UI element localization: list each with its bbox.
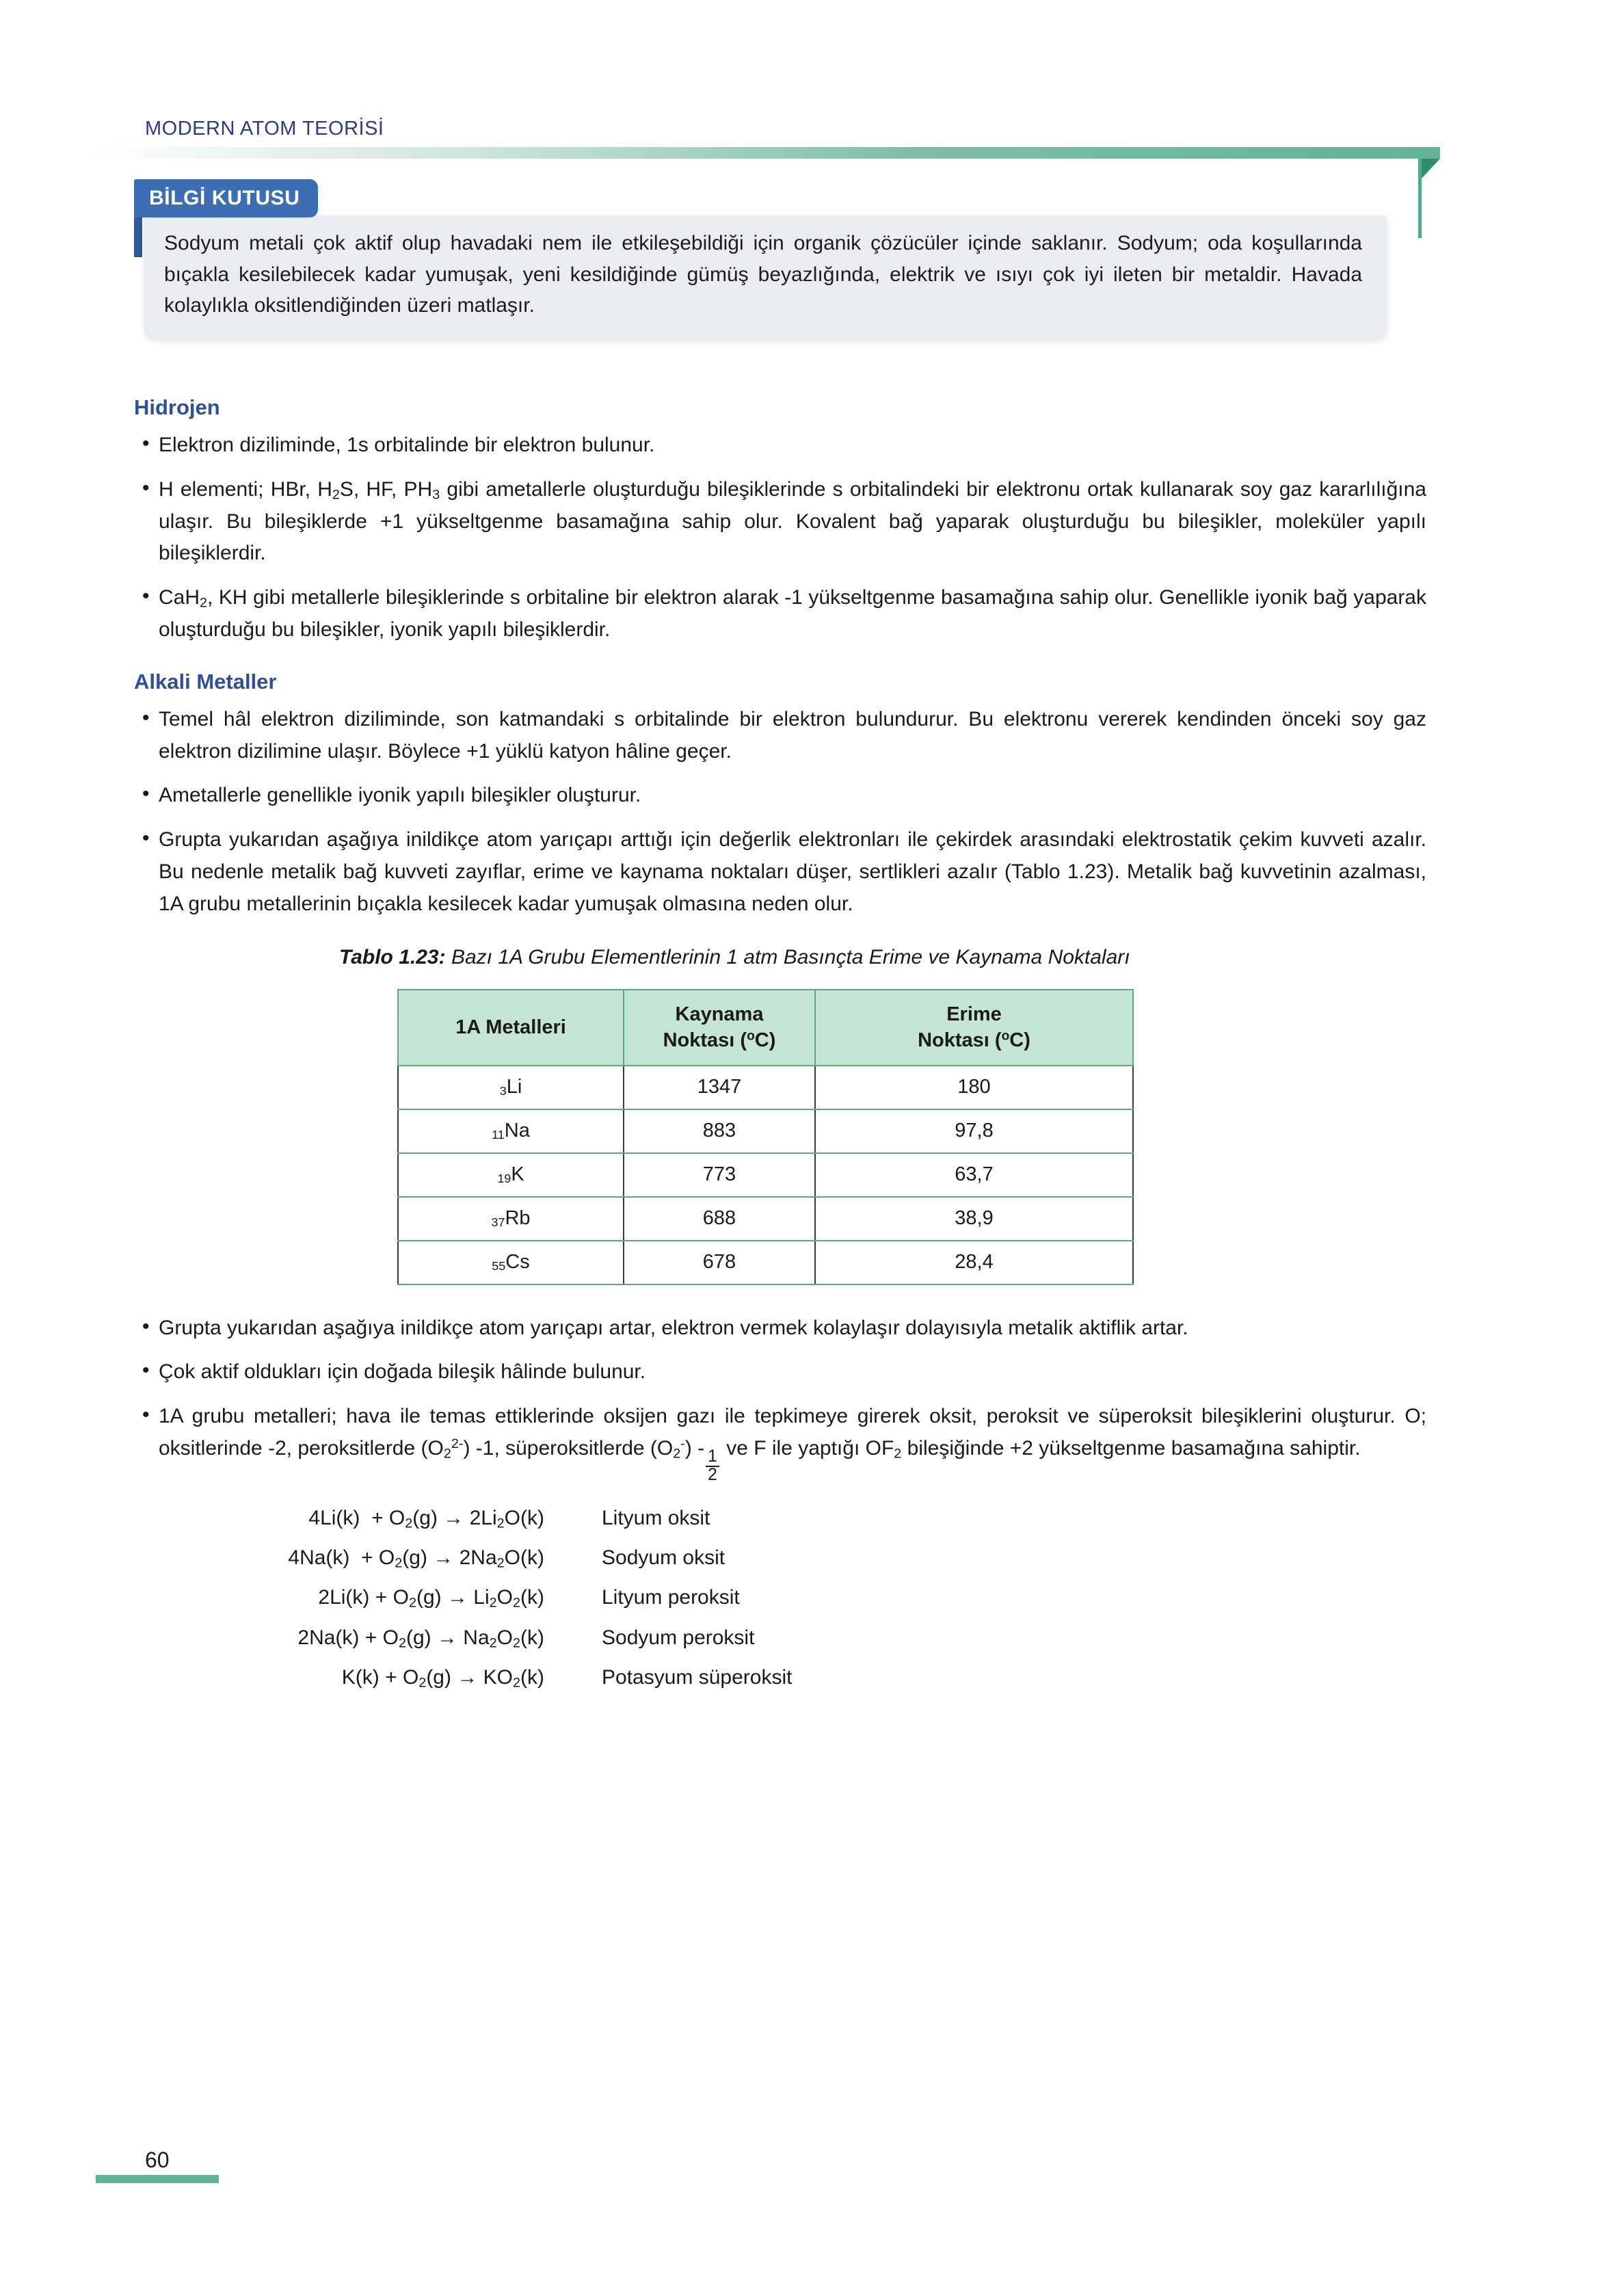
cell-melting-point: 38,9 <box>815 1197 1133 1241</box>
table-body <box>398 1066 1133 1284</box>
callout-body <box>144 215 1385 339</box>
table-header-row <box>398 990 1133 1066</box>
list-item: • Grupta yukarıdan aşağıya inildikçe atom yarıçapı arttığı için değerlik elektronları ile çekirdek arasındaki elektrostatik çekim kuvveti azalır. Bu nedenle metalik bağ kuvveti zayıflar, erime ve kaynama noktaları düşer, sertlikleri azalır (Tablo 1.23). Metalik bağ kuvvetinin azalması, 1A grubu metallerinin bıçakla kesilecek kadar yumuşak olmasına neden olur. <box>134 824 1426 920</box>
reaction-equation: $2Na(k) + O_2(g) \to Na_2O_2(k)$ <box>297 1626 544 1650</box>
header-line-1: Erime <box>946 1003 1002 1026</box>
header-line-2: Noktası ( <box>663 1029 747 1052</box>
table-row <box>398 1153 1133 1197</box>
callout-title: BİLGİ KUTUSU <box>134 179 318 217</box>
reaction-equation: $2Li(k) + O_2(g) \to Li_2O_2(k)$ <box>318 1586 544 1611</box>
list-item: • Grupta yukarıdan aşağıya inildikçe atom yarıçapı artar, elektron vermek kolaylaşır dolayısıyla metalik aktiflik artar. <box>134 1312 1426 1345</box>
oxide-text-part1: 1A grubu metalleri; hava ile temas ettiklerinde oksijen gazı ile tepkimeye girerek oksit, peroksit ve süperoksit bileşiklerini oluşturur. O; oksitlerinde -2, peroksitlerde (O <box>159 1405 1426 1460</box>
table-caption <box>339 941 1180 975</box>
element-symbol: Na <box>504 1120 530 1142</box>
table-row <box>398 1241 1133 1284</box>
cell-boiling-point: 678 <box>624 1241 815 1284</box>
reaction-row <box>134 1626 1426 1651</box>
list-item: • H elementi; HBr, $H_2S$, HF, $PH_3$ gibi ametallerle oluşturduğu bileşiklerinde s orbitalindeki bir elektronu ortak kullanarak soy gaz kararlılığına ulaşır. Bu bileşiklerde +1 yükseltgenme basamağına sahip olur. Kovalent bağ yaparak oluşturduğu bu bileşikler, moleküler yapılı bileşiklerdir. <box>134 474 1426 570</box>
degree-unit: o <box>1001 1029 1010 1044</box>
table-row <box>398 1109 1133 1153</box>
atomic-number: 11 <box>492 1128 505 1142</box>
reaction-equation-list <box>134 1507 1426 1691</box>
reaction-row <box>134 1666 1426 1691</box>
fraction-one-half <box>706 1449 719 1483</box>
alkali-bullet-list-after-table <box>134 1312 1426 1483</box>
oxide-sup1: 2- <box>451 1436 464 1452</box>
melting-boiling-point-table <box>397 989 1134 1285</box>
header-corner-stem <box>1418 159 1422 238</box>
callout-text: Sodyum metali çok aktif olup havadaki nem ile etkileşebildiği için organik çözücüler içinde saklanır. Sodyum; oda koşullarında bıçakla kesilebilecek kadar yumuşak, yeni kesildiğinde gümüş beyazlığında, elektrik ve ısıyı çok iyi ileten bir metaldir. Havada kolaylıkla oksitlendiğinden üzeri matlaşır. <box>164 232 1362 317</box>
reaction-equation: $4Na(k) + O_2(g) \to 2Na_2O(k)$ <box>288 1546 544 1571</box>
alkali-bullet-list-before-table <box>134 704 1426 921</box>
reaction-product-name: Lityum oksit <box>602 1506 710 1529</box>
atomic-number: 37 <box>491 1215 505 1230</box>
cell-melting-point: 97,8 <box>815 1109 1133 1153</box>
header-line-1: Kaynama <box>675 1003 764 1026</box>
table-caption-text: Bazı 1A Grubu Elementlerinin 1 atm Basınçta Erime ve Kaynama Noktaları <box>445 945 1130 968</box>
reaction-product-name: Sodyum peroksit <box>602 1626 755 1649</box>
reaction-equation: $4Li(k) + O_2(g) \to 2Li_2O(k)$ <box>308 1506 544 1531</box>
column-header-metal: 1A Metalleri <box>398 990 624 1066</box>
cell-boiling-point: 773 <box>624 1153 815 1197</box>
cell-boiling-point: 688 <box>624 1197 815 1241</box>
cell-element <box>398 1197 624 1241</box>
header-line-3: C) <box>1009 1029 1030 1052</box>
element-symbol: Cs <box>505 1251 530 1273</box>
oxide-text-part4: ve F ile yaptığı OF <box>720 1437 894 1460</box>
list-item: • Ametallerle genellikle iyonik yapılı bileşikler oluşturur. <box>134 780 1426 812</box>
hidrojen-bullet-list <box>134 430 1426 646</box>
oxide-sub2: 2 <box>673 1446 681 1462</box>
running-head: MODERN ATOM TEORİSİ <box>145 118 384 140</box>
header-line-3: C) <box>754 1029 776 1052</box>
oxide-text-part3: ) - <box>684 1437 705 1460</box>
reaction-row <box>134 1546 1426 1571</box>
oxide-sub3: 2 <box>894 1446 902 1462</box>
column-header-boiling-point <box>624 990 815 1066</box>
atomic-number: 55 <box>492 1259 506 1273</box>
reaction-product-name: Lityum peroksit <box>602 1586 740 1609</box>
table-caption-label: Tablo 1.23: <box>339 945 446 968</box>
element-symbol: K <box>511 1163 524 1186</box>
cell-element <box>398 1066 624 1109</box>
table-row <box>398 1197 1133 1241</box>
reaction-product-name: Sodyum oksit <box>602 1546 726 1569</box>
section-title-hidrojen: Hidrojen <box>134 395 220 419</box>
section-title-alkali-metaller: Alkali Metaller <box>134 669 277 694</box>
cell-melting-point: 63,7 <box>815 1153 1133 1197</box>
header-rule <box>88 147 1418 159</box>
fraction-numerator: 1 <box>706 1449 719 1466</box>
reaction-equation: $K(k) + O_2(g) \to KO_2(k)$ <box>341 1665 544 1691</box>
header-line-2: Noktası ( <box>918 1029 1002 1052</box>
list-item: • Elektron diziliminde, 1s orbitalinde bir elektron bulunur. <box>134 430 1426 462</box>
column-header-melting-point <box>815 990 1133 1066</box>
oxide-sup2: - <box>680 1436 685 1452</box>
reaction-row <box>134 1507 1426 1531</box>
cell-element <box>398 1109 624 1153</box>
info-callout <box>134 179 1385 339</box>
oxide-sub1: 2 <box>443 1446 451 1462</box>
atomic-number: 3 <box>499 1084 507 1098</box>
atomic-number: 19 <box>497 1172 511 1186</box>
header-corner-icon <box>1418 147 1440 159</box>
list-item: • Temel hâl elektron diziliminde, son katmandaki s orbitalinde bir elektron bulundurur. Bu elektronu vererek kendinden önceki soy gaz elektron dizilimine ulaşır. Böylece +1 yüklü katyon hâline geçer. <box>134 704 1426 768</box>
oxide-text-part5: bileşiğinde +2 yükseltgenme basamağına sahiptir. <box>901 1437 1361 1460</box>
fraction-denominator: 2 <box>708 1465 717 1484</box>
degree-unit: o <box>747 1029 755 1044</box>
list-item: • Çok aktif oldukları için doğada bileşik hâlinde bulunur. <box>134 1356 1426 1388</box>
cell-melting-point: 28,4 <box>815 1241 1133 1284</box>
footer-rule <box>96 2175 219 2183</box>
oxide-text-part2: ) -1, süperoksitlerde (O <box>463 1437 674 1460</box>
cell-element <box>398 1153 624 1197</box>
main-content <box>134 395 1426 1706</box>
cell-boiling-point: 883 <box>624 1109 815 1153</box>
reaction-row <box>134 1586 1426 1611</box>
callout-tab-notch <box>134 217 142 257</box>
cell-element <box>398 1241 624 1284</box>
element-symbol: Li <box>506 1076 522 1098</box>
table-row <box>398 1066 1133 1109</box>
cell-boiling-point: 1347 <box>624 1066 815 1109</box>
list-item: • CaH$_2$, KH gibi metallerle bileşiklerinde s orbitaline bir elektron alarak -1 yükseltgenme basamağına sahip olur. Genellikle iyonik bağ yaparak oluşturduğu bu bileşikler, iyonik yapılı bileşiklerdir. <box>134 582 1426 646</box>
cell-melting-point: 180 <box>815 1066 1133 1109</box>
page-number: 60 <box>145 2148 170 2172</box>
reaction-product-name: Potasyum süperoksit <box>602 1665 793 1689</box>
list-item-oxide-states <box>134 1401 1426 1483</box>
element-symbol: Rb <box>505 1207 531 1230</box>
